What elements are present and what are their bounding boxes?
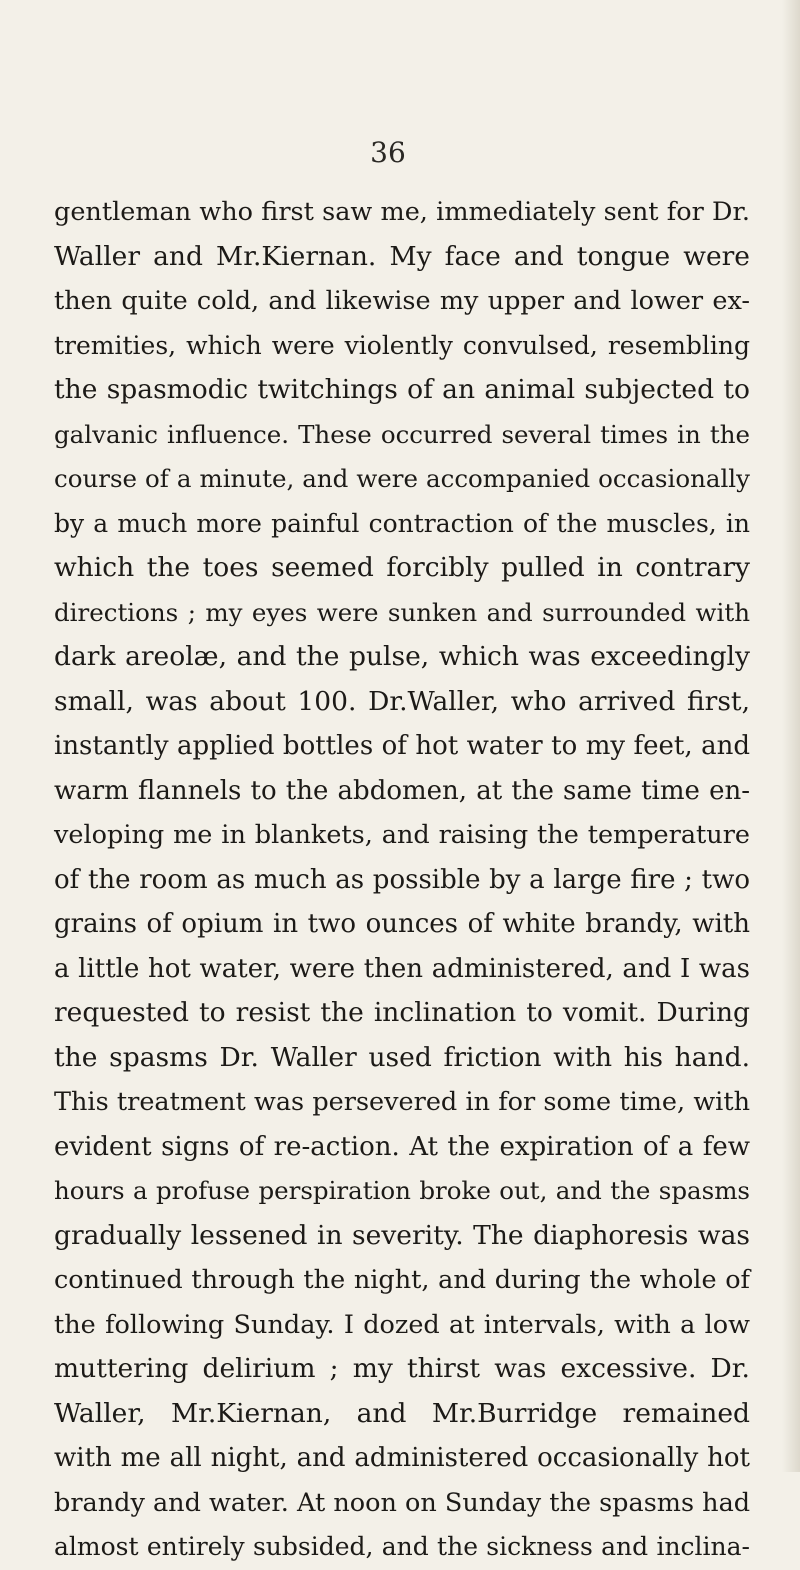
text-line: dark areolæ, and the pulse, which was exceedingly xyxy=(54,641,750,672)
text-line: galvanic influence. These occurred several times in the xyxy=(54,419,750,449)
text-line: This treatment was persevered in for some time, with xyxy=(54,1087,750,1117)
text-line: the following Sunday. I dozed at intervals, with a low xyxy=(54,1309,750,1340)
page-edge-shadow xyxy=(782,0,800,1472)
text-line: veloping me in blankets, and raising the temperature xyxy=(54,820,750,850)
text-line: brandy and water. At noon on Sunday the spasms had xyxy=(54,1487,751,1518)
text-line: gentleman who first saw me, immediately sent for Dr. xyxy=(54,197,750,227)
text-line: continued through the night, and during the whole of xyxy=(54,1265,750,1295)
text-line: with me all night, and administered occasionally hot xyxy=(54,1443,750,1473)
text-line: tremities, which were violently convulsed, resembling xyxy=(54,330,750,360)
text-line: grains of opium in two ounces of white brandy, with xyxy=(54,909,750,939)
text-line: then quite cold, and likewise my upper and lower ex- xyxy=(54,286,750,316)
text-line: the spasmodic twitchings of an animal subjected to xyxy=(54,374,750,405)
text-line: almost entirely subsided, and the sickness and inclina- xyxy=(54,1532,750,1561)
body-text xyxy=(54,190,750,1570)
text-line: Waller, Mr.Kiernan, and Mr.Burridge remained xyxy=(54,1397,750,1429)
text-line: requested to resist the inclination to vomit. During xyxy=(54,997,750,1028)
text-line: muttering delirium ; my thirst was excessive. Dr. xyxy=(54,1353,750,1384)
text-line: the spasms Dr. Waller used friction with his hand. xyxy=(54,1041,750,1073)
text-line: a little hot water, were then administered, and I was xyxy=(54,953,750,984)
text-line: gradually lessened in severity. The diaphoresis was xyxy=(54,1219,750,1251)
text-line: of the room as much as possible by a large fire ; two xyxy=(54,864,750,895)
text-line: small, was about 100. Dr.Waller, who arrived first, xyxy=(54,685,750,717)
text-line: directions ; my eyes were sunken and surrounded with xyxy=(54,597,750,627)
text-line: warm flannels to the abdomen, at the same time en- xyxy=(54,775,750,806)
text-line: evident signs of re-action. At the expiration of a few xyxy=(54,1131,750,1162)
text-line: Waller and Mr.Kiernan. My face and tongue were xyxy=(54,240,750,272)
text-line: which the toes seemed forcibly pulled in contrary xyxy=(54,552,750,583)
page-number: 36 xyxy=(370,136,406,169)
text-line: hours a profuse perspiration broke out, and the spasms xyxy=(54,1176,750,1205)
text-line: course of a minute, and were accompanied occasionally xyxy=(54,464,750,493)
text-line: instantly applied bottles of hot water to my feet, and xyxy=(54,731,750,761)
text-line: by a much more painful contraction of the muscles, in xyxy=(54,508,750,538)
